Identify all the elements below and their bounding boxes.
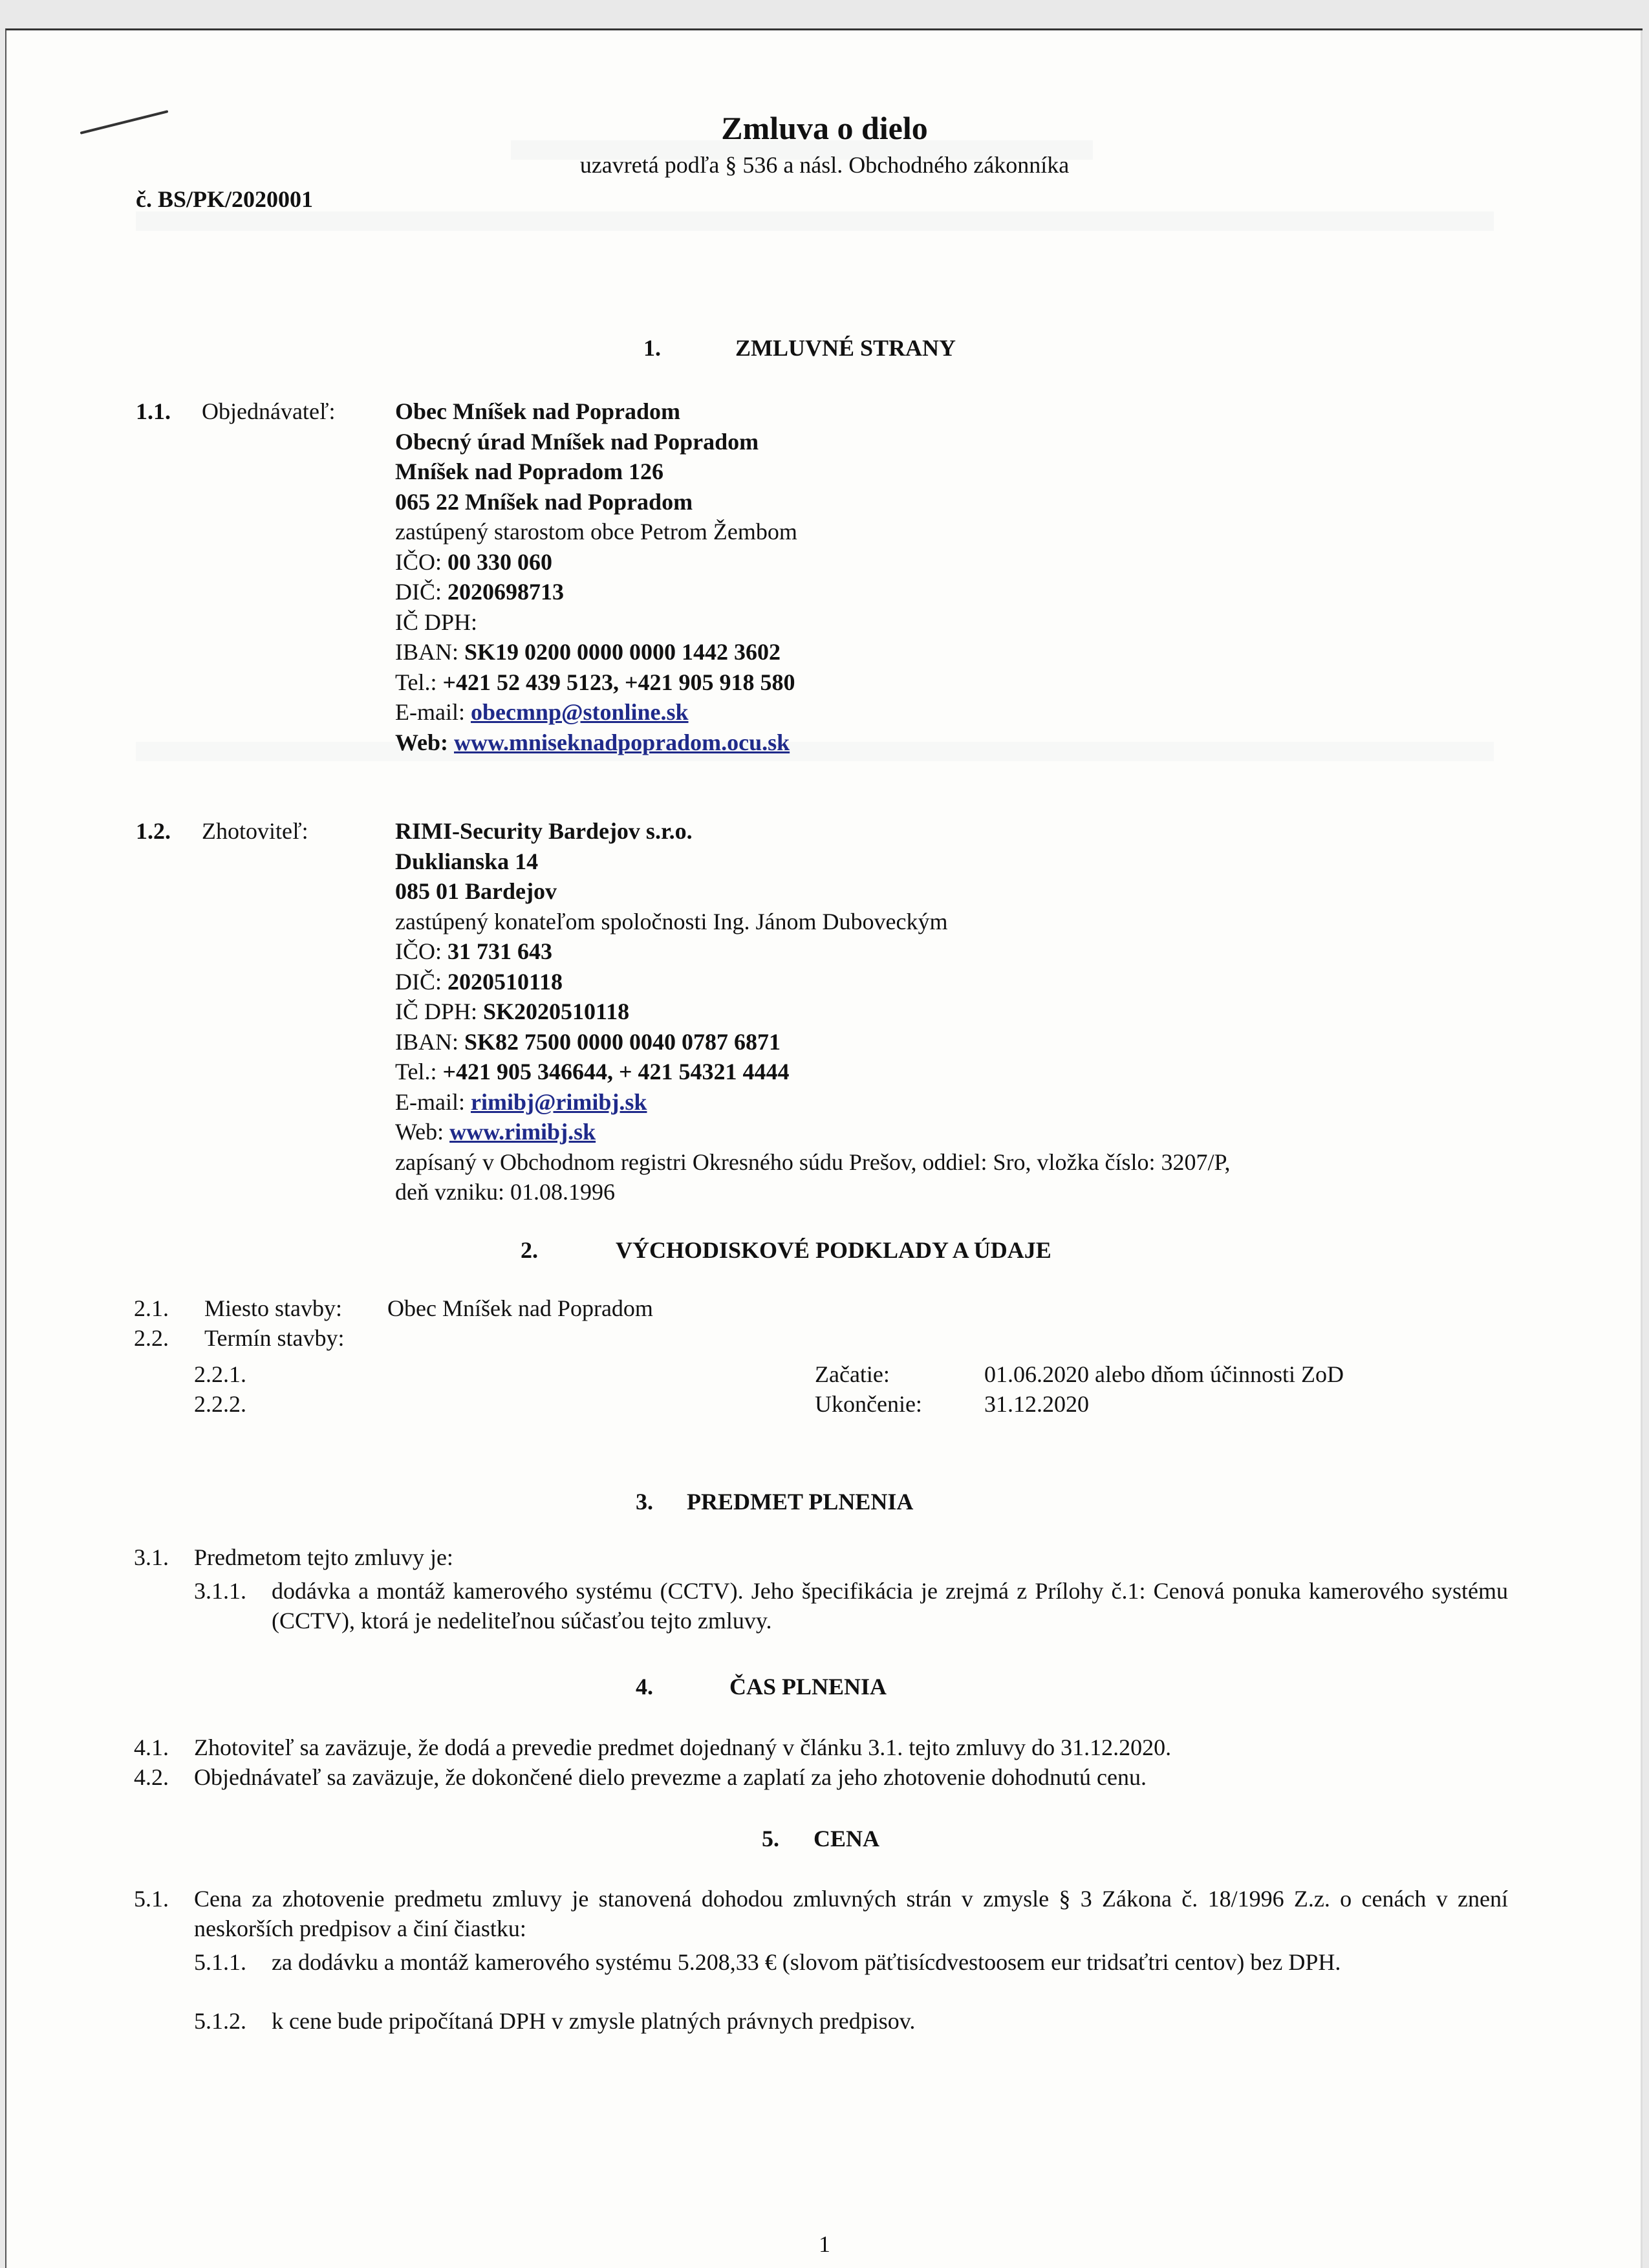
section2-number: 2. <box>521 1237 538 1263</box>
item-5-1-1-number: 5.1.1. <box>194 1949 246 1975</box>
item-4-2-text: Objednávateľ sa zaväzuje, že dokončené dielo prevezme a zaplatí za jeho zhotovenie dohodnutú cenu. <box>194 1764 1147 1790</box>
item-2-1-value: Obec Mníšek nad Popradom <box>387 1295 653 1321</box>
contractor-dic <box>395 967 1231 997</box>
client-ico <box>395 547 797 578</box>
icdph-value: SK2020510118 <box>483 999 630 1024</box>
contractor-name: RIMI-Security Bardejov s.r.o. <box>395 818 693 844</box>
client-role: Objednávateľ: <box>202 398 336 424</box>
contractor-icdph <box>395 997 1231 1027</box>
iban-label: IBAN: <box>395 1028 458 1055</box>
contractor-iban <box>395 1027 1231 1057</box>
dic-value: 2020510118 <box>447 968 563 995</box>
client-email <box>395 697 797 728</box>
tel-label: Tel.: <box>395 669 437 695</box>
tel-value: +421 52 439 5123, +421 905 918 580 <box>442 669 795 695</box>
contract-number: č. BS/PK/2020001 <box>136 186 314 212</box>
client-icdph <box>395 607 797 638</box>
item-2-2-number: 2.2. <box>134 1325 169 1351</box>
ico-label: IČO: <box>395 548 442 575</box>
client-address-line2: 065 22 Mníšek nad Popradom <box>395 488 693 515</box>
document-title: Zmluva o dielo <box>721 110 928 146</box>
client-tel <box>395 667 797 698</box>
email-label: E-mail: <box>395 699 465 725</box>
item-4-1-number: 4.1. <box>134 1734 169 1760</box>
document-page <box>5 28 1643 2268</box>
section1-number: 1. <box>643 335 661 361</box>
item-2-1-number: 2.1. <box>134 1295 169 1321</box>
item-2-2-label: Termín stavby: <box>204 1325 345 1351</box>
tel-label: Tel.: <box>395 1059 437 1085</box>
iban-label: IBAN: <box>395 639 458 665</box>
item-3-1-text: Predmetom tejto zmluvy je: <box>194 1544 453 1570</box>
item-5-1-number: 5.1. <box>134 1886 169 1912</box>
item-3-1-1-text: dodávka a montáž kamerového systému (CCTV). Jeho špecifikácia je zrejmá z Prílohy č.1: Cenová ponuka kamerového systému (CCTV), ktorá je nedeliteľnou súčasťou tejto zmluvy. <box>272 1578 1508 1634</box>
contractor-email <box>395 1087 1231 1118</box>
client-office: Obecný úrad Mníšek nad Popradom <box>395 428 759 455</box>
contractor-number: 1.2. <box>136 818 171 844</box>
section4-number: 4. <box>636 1674 653 1700</box>
contractor-founded: deň vzniku: 01.08.1996 <box>395 1179 615 1205</box>
client-number: 1.1. <box>136 398 171 424</box>
item-5-1-2-text: k cene bude pripočítaná DPH v zmysle platných právnych predpisov. <box>272 2008 916 2034</box>
section1-title: ZMLUVNÉ STRANY <box>735 335 956 361</box>
item-3-1-1-number: 3.1.1. <box>194 1578 246 1604</box>
iban-value: SK19 0200 0000 0000 1442 3602 <box>464 639 781 665</box>
icdph-label: IČ DPH: <box>395 609 478 635</box>
contractor-address-line1: Duklianska 14 <box>395 848 539 874</box>
document-subtitle: uzavretá podľa § 536 a násl. Obchodného zákonníka <box>579 152 1070 178</box>
contractor-role: Zhotoviteľ: <box>202 818 308 844</box>
client-dic <box>395 577 797 607</box>
section5-title: CENA <box>814 1826 880 1852</box>
contractor-web <box>395 1117 1231 1147</box>
ico-value: 00 330 060 <box>447 548 552 575</box>
client-web <box>395 728 797 758</box>
ico-value: 31 731 643 <box>447 938 552 964</box>
contractor-address-line2: 085 01 Bardejov <box>395 878 557 904</box>
item-4-1-text: Zhotoviteľ sa zaväzuje, že dodá a prevedie predmet dojednaný v článku 3.1. tejto zmluvy do 31.12.2020. <box>194 1734 1172 1760</box>
item-2-1-label: Miesto stavby: <box>204 1295 342 1321</box>
client-details <box>395 396 797 757</box>
item-2-2-2-value: 31.12.2020 <box>984 1391 1089 1417</box>
item-2-2-2-number: 2.2.2. <box>194 1391 246 1417</box>
section2-title: VÝCHODISKOVÉ PODKLADY A ÚDAJE <box>616 1237 1051 1263</box>
contractor-email-link[interactable]: rimibj@rimibj.sk <box>470 1088 647 1115</box>
tel-value: +421 905 346644, + 421 54321 4444 <box>442 1059 790 1085</box>
item-5-1-text: Cena za zhotovenie predmetu zmluvy je stanovená dohodou zmluvných strán v zmysle § 3 Zákona č. 18/1996 Z.z. o cenách v znení neskorších predpisov a činí čiastku: <box>194 1886 1508 1941</box>
section4-title: ČAS PLNENIA <box>729 1674 887 1700</box>
contractor-tel <box>395 1057 1231 1087</box>
client-address-line1: Mníšek nad Popradom 126 <box>395 459 664 484</box>
item-4-2-number: 4.2. <box>134 1764 169 1790</box>
item-2-2-1-label: Začatie: <box>815 1361 890 1387</box>
dic-label: DIČ: <box>395 579 442 605</box>
client-iban <box>395 637 797 667</box>
ico-label: IČO: <box>395 938 442 964</box>
client-email-link[interactable]: obecmnp@stonline.sk <box>470 699 689 725</box>
client-web-link[interactable]: www.mniseknadpopradom.ocu.sk <box>454 729 790 755</box>
page-number: 1 <box>819 2231 830 2257</box>
item-2-2-1-value: 01.06.2020 alebo dňom účinnosti ZoD <box>984 1361 1344 1387</box>
dic-value: 2020698713 <box>447 579 564 605</box>
item-3-1-number: 3.1. <box>134 1544 169 1570</box>
contractor-ico <box>395 936 1231 967</box>
contractor-registry: zapísaný v Obchodnom registri Okresného súdu Prešov, oddiel: Sro, vložka číslo: 3207/P, <box>395 1149 1231 1175</box>
section5-number: 5. <box>762 1826 779 1852</box>
icdph-label: IČ DPH: <box>395 999 478 1024</box>
email-label: E-mail: <box>395 1088 465 1115</box>
bleed-through <box>136 211 1494 231</box>
contractor-web-link[interactable]: www.rimibj.sk <box>449 1119 596 1145</box>
item-2-2-2-label: Ukončenie: <box>815 1391 922 1417</box>
web-label: Web: <box>395 1119 444 1145</box>
iban-value: SK82 7500 0000 0040 0787 6871 <box>464 1028 781 1055</box>
section3-title: PREDMET PLNENIA <box>687 1489 914 1515</box>
contractor-details <box>395 816 1231 1207</box>
item-5-1-1-text: za dodávku a montáž kamerového systému 5.208,33 € (slovom päťtisícdvestoosem eur tridsaťtri centov) bez DPH. <box>272 1949 1341 1975</box>
client-name: Obec Mníšek nad Popradom <box>395 398 681 424</box>
dic-label: DIČ: <box>395 968 442 995</box>
contractor-represented: zastúpený konateľom spoločnosti Ing. Jánom Duboveckým <box>395 908 948 934</box>
client-represented: zastúpený starostom obce Petrom Žembom <box>395 519 797 545</box>
section3-number: 3. <box>636 1489 653 1515</box>
web-label: Web: <box>395 729 449 755</box>
item-2-2-1-number: 2.2.1. <box>194 1361 246 1387</box>
item-5-1-2-number: 5.1.2. <box>194 2008 246 2034</box>
bleed-through <box>136 742 1494 761</box>
